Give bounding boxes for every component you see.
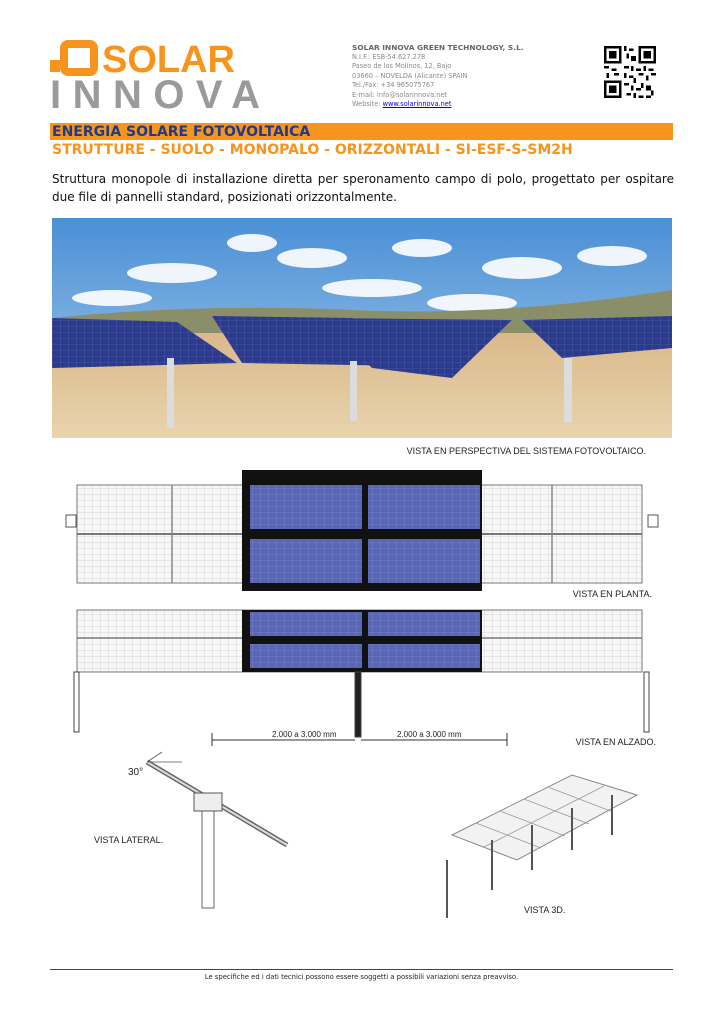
company-name: SOLAR INNOVA GREEN TECHNOLOGY, S.L. [352, 43, 524, 52]
company-address-line1: Paseo de los Molinos, 12, Bajo [352, 62, 452, 71]
footer-disclaimer: Le specifiche ed i dati tecnici possono essere soggetti a possibili variazioni senza preavviso. [204, 973, 519, 981]
page-title: ENERGIA SOLARE FOTOVOLTAICA [52, 124, 311, 140]
span-dimension-right: 2.000 a 3.000 mm [397, 730, 462, 739]
company-phone: Tel./Fax: +34 965075767 [352, 81, 435, 90]
company-website-row [352, 100, 582, 109]
plan-view-label: VISTA EN PLANTA. [572, 589, 652, 599]
website-link[interactable]: www.solarinnova.net [382, 100, 452, 109]
span-dimension-left: 2.000 a 3.000 mm [272, 730, 337, 739]
logo-mark-o [64, 44, 94, 72]
solar-innova-logo [48, 40, 298, 110]
logo-mark-small [50, 60, 60, 72]
website-label: Website: [352, 100, 383, 109]
company-address-line2: 03660 – NOVELDA (Alicante) SPAIN [352, 71, 468, 80]
solar-field-photo [52, 218, 672, 438]
company-email: E-mail: info@solarinnova.net [352, 90, 448, 99]
logo-text-innova: INNOVA [50, 73, 260, 110]
product-subtitle: STRUTTURE - SUOLO - MONOPALO - ORIZZONTALI - SI-ESF-S-SM2H [52, 142, 573, 158]
company-info [352, 42, 582, 109]
lateral-view-label: VISTA LATERAL. [94, 835, 164, 845]
3d-view-label: VISTA 3D. [524, 905, 566, 915]
logo-text-solar: SOLAR [102, 40, 235, 81]
perspective-view-label: VISTA EN PERSPECTIVA DEL SISTEMA FOTOVOLTAICO. [406, 446, 646, 456]
company-nif: N.I.F.: ESB-54.627.278 [352, 53, 426, 61]
technical-drawings [52, 440, 672, 935]
tilt-angle-label: 30° [128, 767, 144, 778]
elevation-view-label: VISTA EN ALZADO. [575, 737, 656, 747]
product-description: Struttura monopole di installazione diretta per speronamento campo di polo, progettato per ospitare due file di pannelli standard, posizionati orizzontalmente. [52, 172, 674, 204]
qr-code [604, 46, 656, 98]
footer-divider [50, 969, 673, 970]
plan-view [66, 470, 658, 599]
